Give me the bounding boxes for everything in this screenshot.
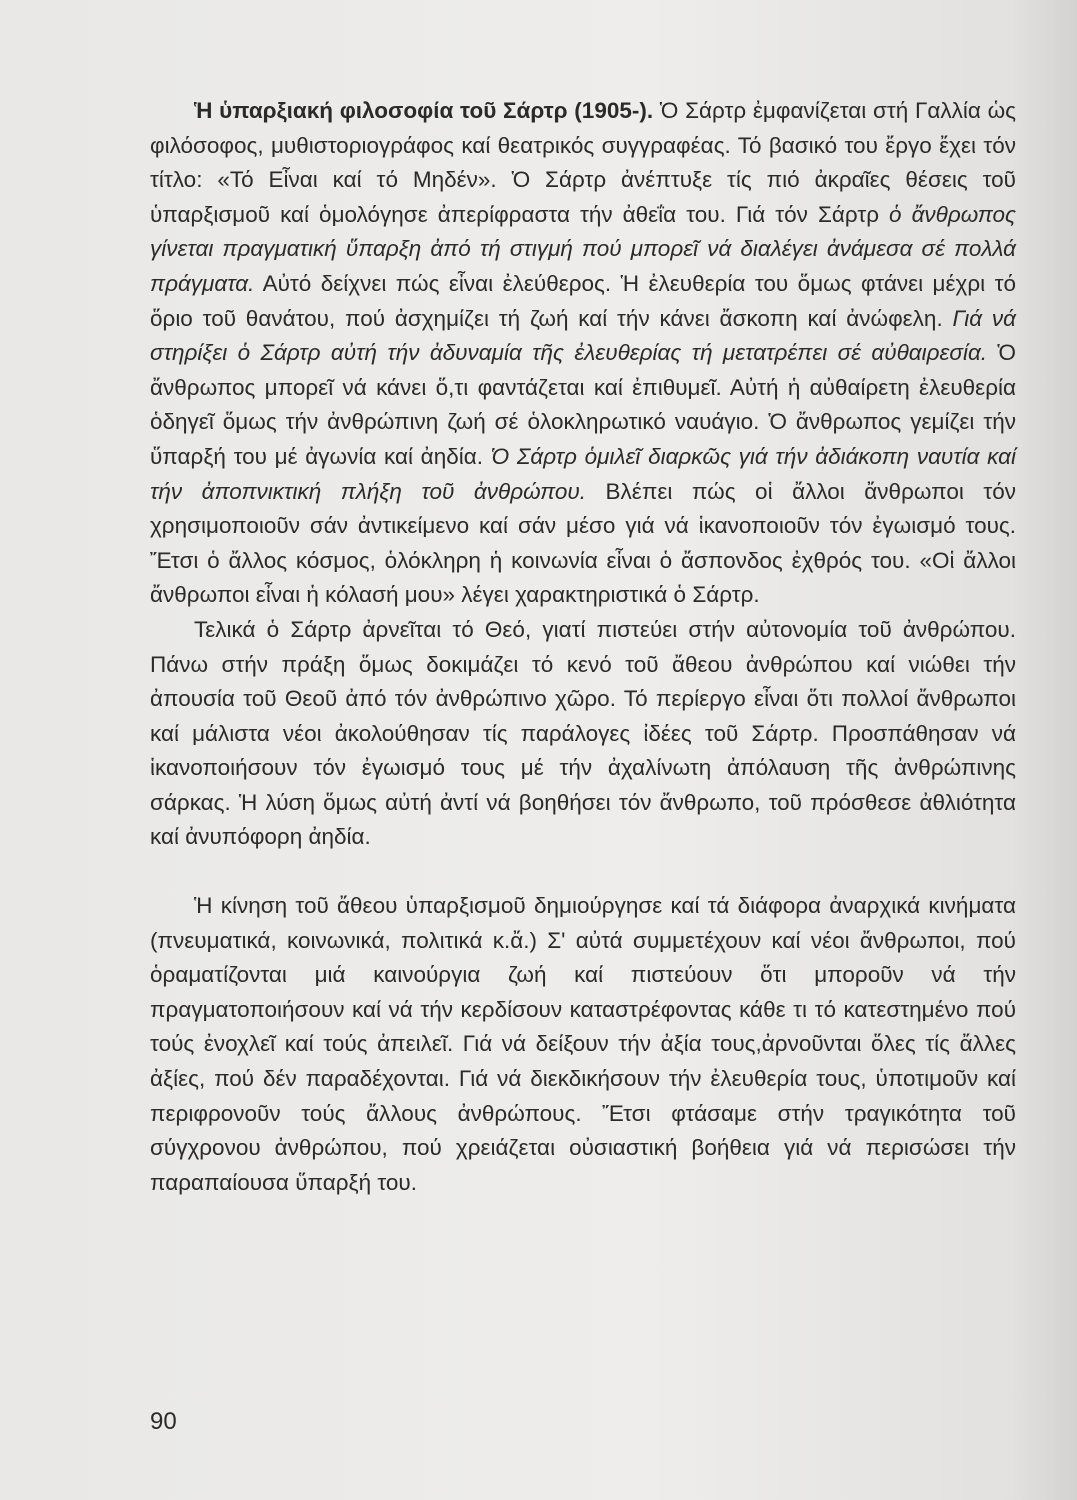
text-run: Ὁ ἄνθρωπος μπορεῖ νά κάνει ὅ,τι φαντάζεται καί ἐπιθυμεῖ. Αὐτή ἡ αὐθαίρετη ἐλευθερία ὁδηγεῖ ὅμως τήν ἀνθρώπινη ζωή σέ ὁλοκληρωτικό ναυάγιο. Ὁ ἄνθρωπος γεμίζει τήν ὕπαρξή του μέ ἀγωνία καί ἀηδία. (150, 340, 1016, 469)
text-run: Βλέπει πώς οἱ ἄλλοι ἄνθρωποι τόν χρησιμοποιοῦν σάν ἀντικείμενο καί σάν μέσο γιά νά ἱκανοποιοῦν τόν ἐγωισμό τους. Ἔτσι ὁ ἄλλος κόσμος, ὁλόκληρη ἡ κοινωνία εἶναι ὁ ἄσπονδος ἐχθρός του. «Οἱ ἄλλοι ἄνθρωποι εἶναι ἡ κόλασή μου» λέγει χαρακτηριστικά ὁ Σάρτρ. (150, 478, 1017, 608)
italic-emphasis: Ὁ Σάρτρ ὁμιλεῖ διαρκῶς γιά τήν ἀδιάκοπη ναυτία καί τήν ἀποπνικτική πλήξη τοῦ ἀνθρώπου. (150, 443, 1016, 504)
paragraph-anarchist-movements: Ἡ κίνηση τοῦ ἄθεου ὑπαρξισμοῦ δημιούργησε καί τά διάφορα ἀναρχικά κινήματα (πνευματικά, κοινωνικά, πολιτικά κ.ἄ.) Σ' αὐτά συμμετέχουν καί νέοι ἄνθρωποι, πού ὁραματίζονται μιά καινούργια ζωή καί πιστεύουν ὅτι μποροῦν νά τήν πραγματοποιήσουν καί νά τήν κερδίσουν καταστρέφοντας κάθε τι τό κατεστημένο πού τούς ἐνοχλεῖ καί τούς ἀπειλεῖ. Γιά νά δείξουν τήν ἀξία τους,ἀρνοῦνται ὅλες τίς ἄλλες ἀξίες, πού δέν παραδέχονται. Γιά νά διεκδικήσουν τήν ἐλευθερία τους, ὑποτιμοῦν καί περιφρονοῦν τούς ἄλλους ἀνθρώπους. Ἔτσι φτάσαμε στήν τραγικότητα τοῦ σύγχρονου ἀνθρώπου, πού χρειάζεται οὐσιαστική βοήθεια γιά νά περισώσει τήν παραπαίουσα ὕπαρξή του. (150, 893, 1016, 1195)
page-number: 90 (150, 1408, 177, 1435)
body-text (150, 94, 1016, 1200)
text-run: Ὁ Σάρτρ ἐμφανίζεται στή Γαλλία ὡς φιλόσοφος, μυθιστοριογράφος καί θεατρικός συγγραφέας. Τό βασικό του ἔργο ἔχει τόν τίτλο: «Τό Εἶναι καί τό Μηδέν». Ὁ Σάρτρ ἀνέπτυξε τίς πιό ἀκραῖες θέσεις τοῦ ὑπαρξισμοῦ καί ὁμολόγησε ἀπερίφραστα τήν ἀθεΐα του. Γιά τόν Σάρτρ (150, 98, 1016, 227)
paragraph-sartre-denies-god: Τελικά ὁ Σάρτρ ἀρνεῖται τό Θεό, γιατί πιστεύει στήν αὐτονομία τοῦ ἀνθρώπου. Πάνω στήν πράξη ὅμως δοκιμάζει τό κενό τοῦ ἄθεου ἀνθρώπου καί νιώθει τήν ἀπουσία τοῦ Θεοῦ ἀπό τόν ἀνθρώπινο χῶρο. Τό περίεργο εἶναι ὅτι πολλοί ἄνθρωποι καί μάλιστα νέοι ἀκολούθησαν τίς παράλογες ἰδέες τοῦ Σάρτρ. Προσπάθησαν νά ἱκανοποιήσουν τόν ἐγωισμό τους μέ τήν ἀχαλίνωτη ἀπόλαυση τῆς ἀνθρώπινης σάρκας. Ἡ λύση ὅμως αὐτή ἀντί νά βοηθήσει τόν ἄνθρωπο, τοῦ πρόσθεσε ἀθλιότητα καί ἀνυπόφορη ἀηδία. (150, 616, 1016, 850)
section-heading: Ἡ ὑπαρξιακή φιλοσοφία τοῦ Σάρτρ (1905-). (194, 98, 654, 123)
paragraph-sartre-philosophy (150, 94, 1016, 613)
italic-emphasis: Γιά νά στηρίξει ὁ Σάρτρ αὐτή τήν ἀδυναμία τῆς ἐλευθερίας τή μετατρέπει σέ αὐθαιρεσία. (150, 305, 1016, 366)
italic-emphasis: ὁ ἄνθρωπος γίνεται πραγματική ὕπαρξη ἀπό τή στιγμή πού μπορεῖ νά διαλέγει ἀνάμεσα σέ πολλά πράγματα. (150, 201, 1016, 296)
text-run: Αὐτό δείχνει πώς εἶναι ἐλεύθερος. Ἡ ἐλευθερία του ὅμως φτάνει μέχρι τό ὅριο τοῦ θανάτου, πού ἀσχημίζει τή ζωή καί τήν κάνει ἄσκοπη καί ἀνώφελη. (150, 270, 1016, 331)
